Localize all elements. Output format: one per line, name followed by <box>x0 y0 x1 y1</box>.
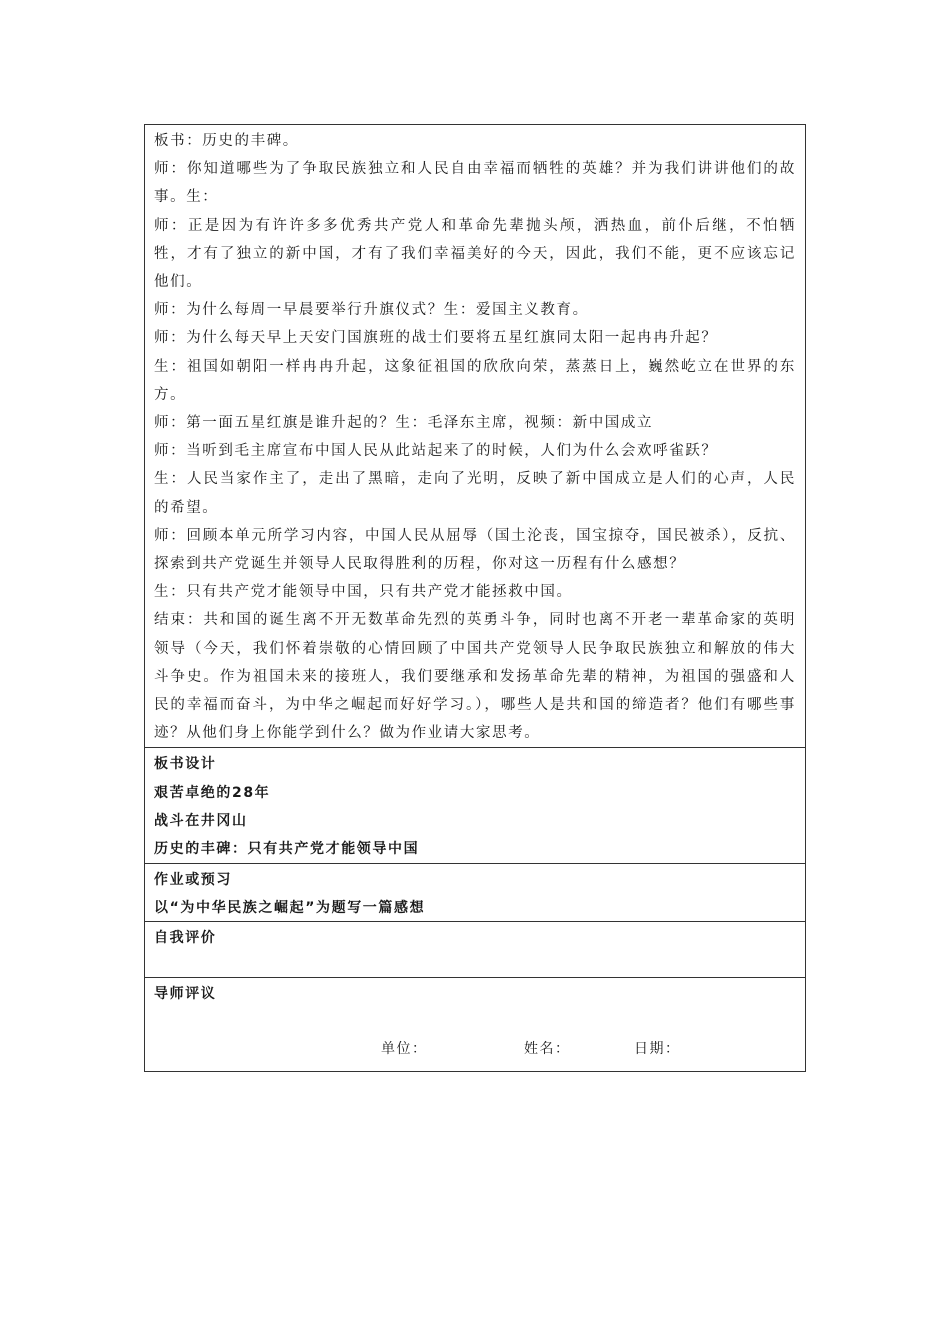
self-evaluation-cell <box>144 922 806 978</box>
unit-label: 单位： <box>381 1041 428 1058</box>
lesson-paragraph: 生：祖国如朝阳一样冉冉升起，这象征祖国的欣欣向荣，蒸蒸日上，巍然屹立在世界的东方。 <box>154 358 796 403</box>
lesson-paragraph: 师：当听到毛主席宣布中国人民从此站起来了的时候，人们为什么会欢呼雀跃？ <box>154 443 718 460</box>
board-design-line: 战斗在井冈山 <box>154 812 248 829</box>
mentor-review-heading: 导师评议 <box>154 986 217 1003</box>
board-design-heading: 板书设计 <box>154 756 217 773</box>
lesson-paragraph: 师：第一面五星红旗是谁升起的？生：毛泽东主席，视频：新中国成立 <box>154 415 654 432</box>
lesson-paragraph: 结束：共和国的诞生离不开无数革命先烈的英勇斗争，同时也离不开老一辈革命家的英明领导（今天，我们怀着崇敬的心情回顾了中国共产党领导人民争取民族独立和解放的伟大斗争史。作为祖国未来的接班人，我们要继承和发扬革命先辈的精神，为祖国的强盛和人民的幸福而奋斗，为中华之崛起而好好学习。），哪些人是共和国的缔造者？他们有哪些事迹？从他们身上你能学到什么？做为作业请大家思考。 <box>154 612 796 742</box>
teaching-process-cell <box>144 124 806 748</box>
lesson-paragraph: 师：你知道哪些为了争取民族独立和人民自由幸福而牺牲的英雄？并为我们讲讲他们的故事。生： <box>154 161 796 206</box>
board-design-line: 历史的丰碑：只有共产党才能领导中国 <box>154 841 420 858</box>
lesson-paragraph: 师：正是因为有许许多多优秀共产党人和革命先辈抛头颅，洒热血，前仆后继，不怕牺牲，才有了独立的新中国，才有了我们幸福美好的今天，因此，我们不能，更不应该忘记他们。 <box>154 217 796 291</box>
date-label: 日期： <box>634 1041 681 1058</box>
lesson-paragraph: 师：为什么每天早上天安门国旗班的战士们要将五星红旗同太阳一起冉冉升起？ <box>154 330 718 347</box>
homework-text: 以“为中华民族之崛起”为题写一篇感想 <box>154 900 426 917</box>
homework-cell <box>144 864 806 922</box>
lesson-plan-table <box>144 124 806 1072</box>
lesson-paragraph: 生：只有共产党才能领导中国，只有共产党才能拯救中国。 <box>154 584 573 601</box>
name-label: 姓名： <box>524 1041 571 1058</box>
lesson-paragraph: 生：人民当家作主了，走出了黑暗，走向了光明，反映了新中国成立是人们的心声，人民的希望。 <box>154 471 796 516</box>
lesson-paragraph: 板书：历史的丰碑。 <box>154 133 299 149</box>
lesson-paragraph: 师：回顾本单元所学习内容，中国人民从屈辱（国土沦丧，国宝掠夺，国民被杀），反抗、探索到共产党诞生并领导人民取得胜利的历程，你对这一历程有什么感想？ <box>154 527 796 573</box>
lesson-paragraph: 师：为什么每周一早晨要举行升旗仪式？生：爱国主义教育。 <box>154 302 589 319</box>
board-design-cell <box>144 748 806 864</box>
self-evaluation-heading: 自我评价 <box>154 930 217 947</box>
homework-heading: 作业或预习 <box>154 872 232 889</box>
board-design-line: 艰苦卓绝的28年 <box>154 784 271 801</box>
mentor-review-cell <box>144 978 806 1072</box>
